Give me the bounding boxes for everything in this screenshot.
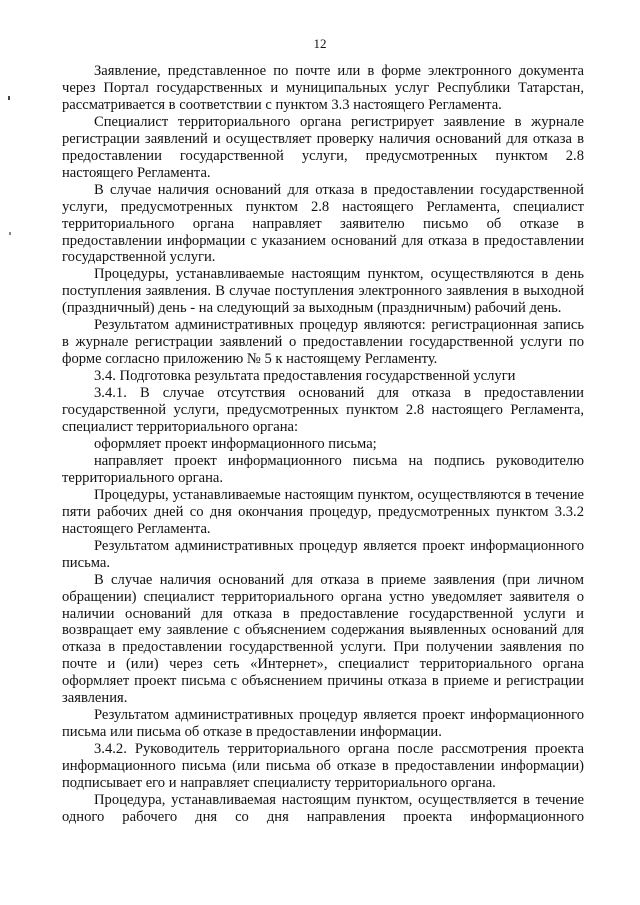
paragraph-procedure-timing: Процедуры, устанавливаемые настоящим пунктом, осуществляются в день поступления заявления. В случае поступления электронного заявления в выходной (праздничный) день - на следующий за выходным (праздничным) рабочий день. <box>62 266 584 317</box>
scan-speck <box>9 232 11 235</box>
list-item-send-for-signature: направляет проект информационного письма на подпись руководителю территориального органа. <box>62 452 584 486</box>
paragraph-3-4-2: 3.4.2. Руководитель территориального органа после рассмотрения проекта информационного письма (или письма об отказе в предоставлении информации) подписывает его и направляет специалисту территориального органа. <box>62 741 584 792</box>
paragraph-registration-check: Специалист территориального органа регистрирует заявление в журнале регистрации заявлений и осуществляет проверку наличия оснований для отказа в предоставлении государственной услуги, предусмотренных пунктом 2.8 настоящего Регламента. <box>62 113 584 181</box>
paragraph-five-days: Процедуры, устанавливаемые настоящим пунктом, осуществляются в течение пяти рабочих дней со дня окончания процедур, предусмотренных пунктом 3.3.2 настоящего Регламента. <box>62 486 584 537</box>
paragraph-result-draft-or-refusal: Результатом административных процедур является проект информационного письма или письма об отказе в предоставлении информации. <box>62 707 584 741</box>
paragraph-refusal-reception: В случае наличия оснований для отказа в приеме заявления (при личном обращении) специалист территориального органа устно уведомляет заявителя о наличии оснований для отказа в предоставление государственной услуги и возвращает ему заявление с объяснением содержания выявленных оснований для отказа в предоставлении государственной услуги. При получении заявления по почте и (или) через сеть «Интернет», специалист территориального органа оформляет проект письма с объяснением причины отказа в приеме и регистрации заявления. <box>62 571 584 707</box>
paragraph-one-day-cut: Процедура, устанавливаемая настоящим пунктом, осуществляется в течение одного рабочего дня со дня направления проекта информационного <box>62 791 584 825</box>
list-item-draft-letter: оформляет проект информационного письма; <box>94 435 377 452</box>
section-heading-3-4: 3.4. Подготовка результата предоставления государственной услуги <box>94 368 516 385</box>
page-number: 12 <box>313 36 327 51</box>
paragraph-refusal-letter: В случае наличия оснований для отказа в предоставлении государственной услуги, предусмотренных пунктом 2.8 настоящего Регламента, специалист территориального органа направляет заявителю письмо об отказе в предоставлении информации с указанием оснований для отказа в предоставлении государственной услуги. <box>62 181 584 266</box>
paragraph-application-by-mail: Заявление, представленное по почте или в форме электронного документа через Портал государственных и муниципальных услуг Республики Татарстан, рассматривается в соответствии с пунктом 3.3 настоящего Регламента. <box>62 63 584 113</box>
paragraph-result-registration: Результатом административных процедур являются: регистрационная запись в журнале регистрации заявлений о предоставлении государственной услуги по форме согласно приложению № 5 к настоящему Регламенту. <box>62 317 584 368</box>
paragraph-3-4-1: 3.4.1. В случае отсутствия оснований для отказа в предоставлении государственной услуги, предусмотренных пунктом 2.8 настоящего Регламента, специалист территориального органа: <box>62 385 584 436</box>
document-body <box>62 63 584 825</box>
scan-speck <box>8 96 10 100</box>
paragraph-result-draft: Результатом административных процедур является проект информационного письма. <box>62 537 584 571</box>
